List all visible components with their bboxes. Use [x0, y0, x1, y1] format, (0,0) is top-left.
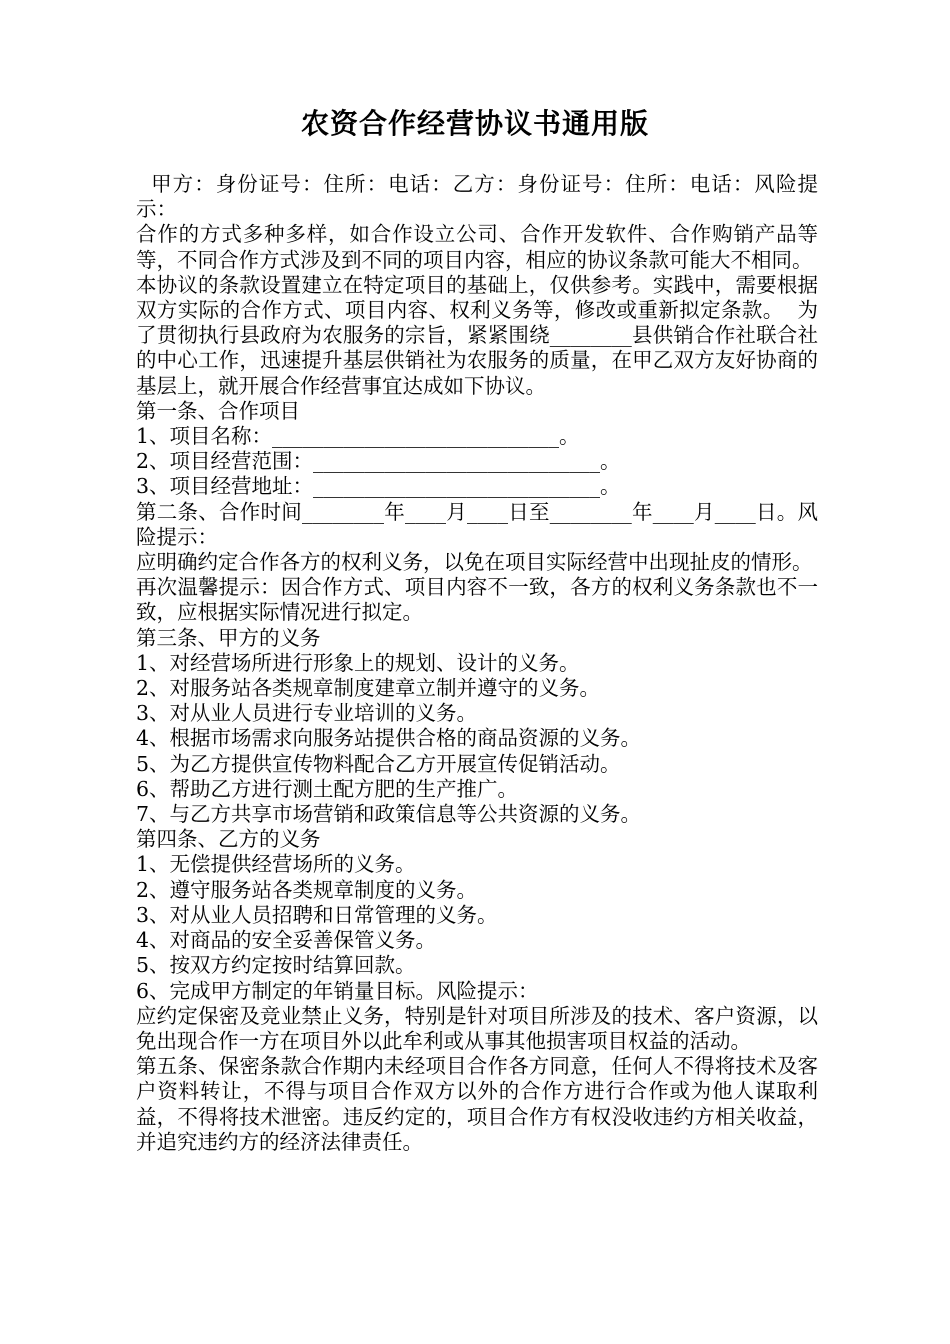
- party-a-duty-item: 5、为乙方提供宣传物料配合乙方开展宣传促销活动。: [136, 751, 621, 776]
- party-b-duty-item: 3、对从业人员招聘和日常管理的义务。: [136, 902, 498, 927]
- parties-paragraph: 甲方：身份证号：住所：电话：乙方：身份证号：住所：电话：风险提示：: [136, 172, 818, 222]
- party-a-duty-item: 1、对经营场所进行形象上的规划、设计的义务。: [136, 650, 580, 675]
- article-5-paragraph: 第五条、保密条款合作期内未经项目合作各方同意，任何人不得将技术及客户资料转让，不得与项目合作双方以外的合作方进行合作或为他人谋取利益，不得将技术泄密。违反约定的，项目合作方有权没收违约方相关收益，并追究违约方的经济法律责任。: [136, 1054, 818, 1154]
- party-b-duty-item: 1、无偿提供经营场所的义务。: [136, 852, 416, 877]
- risk-note-rights-paragraph: 应明确约定合作各方的权利义务，以免在项目实际经营中出现扯皮的情形。: [136, 550, 813, 575]
- article-4-heading: 第四条、乙方的义务: [136, 827, 321, 852]
- project-name-line: 1、项目名称：____________________________。: [136, 424, 580, 449]
- risk-note-paragraph: 合作的方式多种多样，如合作设立公司、合作开发软件、合作购销产品等等，不同合作方式涉及到不同的项目内容，相应的协议条款可能大不相同。: [136, 222, 818, 272]
- project-scope-line: 2、项目经营范围：____________________________。: [136, 449, 621, 474]
- party-a-duty-item: 4、根据市场需求向服务站提供合格的商品资源的义务。: [136, 726, 642, 751]
- article-1-heading: 第一条、合作项目: [136, 398, 300, 423]
- party-b-duty-item: 6、完成甲方制定的年销量目标。风险提示：: [136, 978, 539, 1003]
- party-a-duty-item: 2、对服务站各类规章制度建章立制并遵守的义务。: [136, 676, 601, 701]
- document-title: 农资合作经营协议书通用版: [300, 107, 649, 140]
- party-a-duty-item: 7、与乙方共享市场营销和政策信息等公共资源的义务。: [136, 802, 642, 827]
- article-2-paragraph: 第二条、合作时间________年____月____日至________年____月____日。风险提示：: [136, 499, 818, 549]
- risk-note-confidentiality-paragraph: 应约定保密及竞业禁止义务，特别是针对项目所涉及的技术、客户资源，以免出现合作一方在项目外以此牟利或从事其他损害项目权益的活动。: [136, 1003, 818, 1053]
- party-b-duty-item: 2、遵守服务站各类规章制度的义务。: [136, 877, 478, 902]
- project-address-line: 3、项目经营地址：____________________________。: [136, 474, 621, 499]
- party-a-duty-item: 3、对从业人员进行专业培训的义务。: [136, 701, 478, 726]
- article-3-heading: 第三条、甲方的义务: [136, 625, 321, 650]
- party-b-duty-item: 5、按双方约定按时结算回款。: [136, 953, 416, 978]
- reminder-paragraph: 再次温馨提示：因合作方式、项目内容不一致，各方的权利义务条款也不一致，应根据实际情况进行拟定。: [136, 575, 818, 625]
- party-b-duty-item: 4、对商品的安全妥善保管义务。: [136, 928, 437, 953]
- party-a-duty-item: 6、帮助乙方进行测土配方肥的生产推广。: [136, 776, 519, 801]
- preamble-paragraph: 本协议的条款设置建立在特定项目的基础上，仅供参考。实践中，需要根据双方实际的合作方式、项目内容、权利义务等，修改或重新拟定条款。 为了贯彻执行县政府为农服务的宗旨，紧紧围绕________县供销合作社联合社的中心工作，迅速提升基层供销社为农服务的质量，在甲乙双方友好协商的基层上，就开展合作经营事宜达成如下协议。: [136, 272, 818, 398]
- document-body: [136, 172, 818, 1155]
